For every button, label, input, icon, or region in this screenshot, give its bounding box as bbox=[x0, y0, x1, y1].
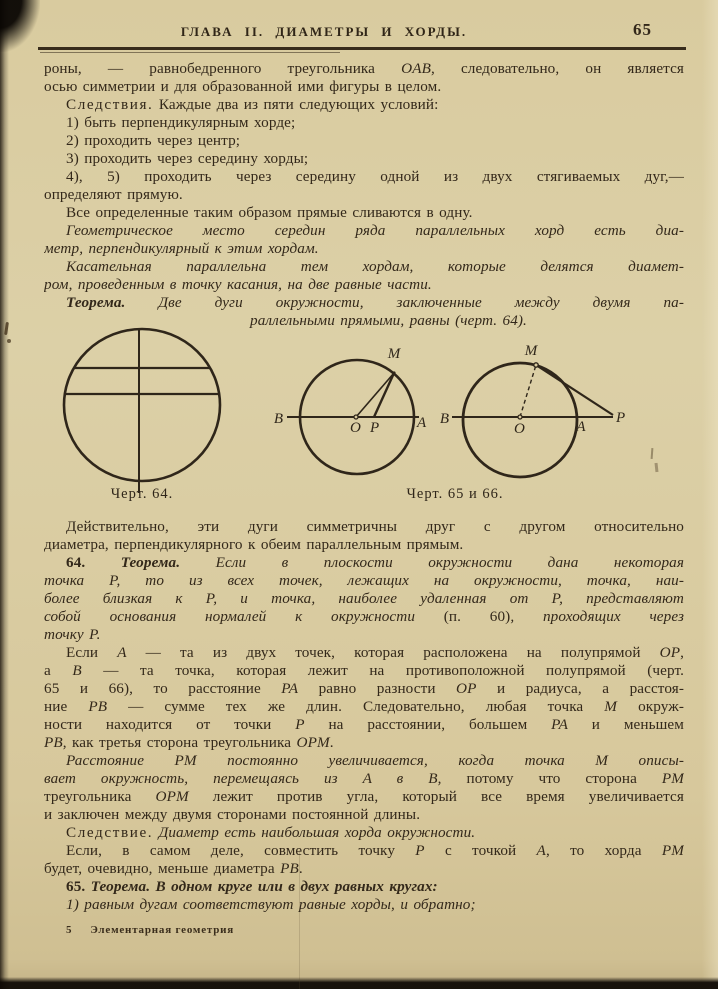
text-segment: осью симметрии и для образованной ими фигуры в целом. bbox=[44, 78, 442, 95]
text-segment: — та из двух точек, которая расположена на полупрямой bbox=[126, 644, 660, 661]
text-segment: Если в плоскости окружности дана некоторая bbox=[180, 554, 684, 571]
text-line bbox=[44, 554, 684, 572]
text-segment: PB bbox=[88, 698, 108, 715]
fig66-label-o: O bbox=[514, 421, 525, 437]
text-line bbox=[44, 240, 684, 258]
text-segment: B bbox=[72, 662, 82, 679]
figure-64 bbox=[64, 329, 220, 502]
text-segment: точку P. bbox=[44, 626, 101, 643]
text-segment: Действительно, эти дуги симметричны друг с другом относительно bbox=[66, 518, 684, 535]
text-line bbox=[44, 132, 684, 150]
text-line bbox=[44, 788, 684, 806]
text-line bbox=[44, 896, 684, 914]
text-line bbox=[44, 168, 684, 186]
fig65-center-point bbox=[354, 415, 358, 419]
text-line bbox=[44, 590, 684, 608]
text-segment: Следствия. bbox=[66, 96, 154, 113]
text-line bbox=[44, 770, 684, 788]
text-line bbox=[44, 734, 684, 752]
text-segment: Все определенные таким образом прямые сливаются в одну. bbox=[66, 204, 473, 221]
fig64-circle bbox=[64, 329, 220, 481]
text-segment: а bbox=[44, 662, 73, 679]
fig66-point-m bbox=[534, 363, 538, 367]
text-segment: 65. bbox=[66, 878, 91, 895]
text-line bbox=[44, 806, 684, 824]
text-segment: 64. bbox=[66, 554, 121, 571]
text-line bbox=[44, 842, 684, 860]
signature-title: Элементарная геометрия bbox=[90, 924, 235, 936]
figures-illustration bbox=[0, 326, 718, 516]
text-line bbox=[44, 680, 684, 698]
text-segment: Диаметр есть наибольшая хорда окружности. bbox=[153, 824, 476, 841]
text-line bbox=[44, 114, 684, 132]
fig65-label-p: P bbox=[370, 420, 380, 436]
fig65-segment-pm bbox=[374, 373, 394, 417]
text-segment: диаметра, перпендикулярного к обеим параллельным прямым. bbox=[44, 536, 464, 553]
text-line bbox=[44, 644, 684, 662]
text-segment: . bbox=[298, 860, 303, 877]
running-head-title: ГЛАВА II. ДИАМЕТРЫ И ХОРДЫ. bbox=[180, 24, 468, 39]
fig66-label-m: M bbox=[524, 343, 538, 359]
fig66-label-p: P bbox=[616, 410, 626, 426]
text-segment: 1) равным дугам соответствуют равные хорды, и обратно; bbox=[66, 896, 476, 913]
text-segment: вает окружность, перемещаясь из A в B, bbox=[44, 770, 467, 787]
text-line bbox=[44, 518, 684, 536]
text-line bbox=[44, 572, 684, 590]
text-segment: , следовательно, он является bbox=[430, 60, 684, 77]
text-segment: , проходящих через bbox=[510, 608, 684, 625]
text-segment: и радиуса, а расстоя- bbox=[476, 680, 684, 697]
text-line bbox=[44, 204, 684, 222]
text-segment: и меньшем bbox=[567, 716, 684, 733]
text-segment: OPM bbox=[296, 734, 330, 751]
text-line bbox=[44, 878, 684, 896]
text-segment: Теорема. bbox=[66, 294, 126, 311]
fig66-center-point bbox=[518, 415, 522, 419]
page-number: 65 bbox=[633, 20, 652, 39]
text-line bbox=[44, 186, 684, 204]
text-segment: Две дуги окружности, заключенные между двумя па- bbox=[125, 294, 684, 311]
text-segment: ром, проведенным в точку касания, на две равные части. bbox=[44, 276, 432, 293]
text-segment: определяют прямую. bbox=[44, 186, 183, 203]
text-segment: с точкой bbox=[424, 842, 537, 859]
text-segment: собой основания нормалей к окружности bbox=[44, 608, 444, 625]
text-segment: ности находится от точки bbox=[44, 716, 296, 733]
text-segment: Следствие. bbox=[66, 824, 154, 841]
bottom-edge-shadow bbox=[0, 977, 718, 989]
text-segment: Касательная параллельна тем хордам, которые делятся диамет- bbox=[66, 258, 684, 275]
text-segment: PM bbox=[661, 770, 684, 787]
fig64-caption: Черт. 64. bbox=[110, 486, 174, 502]
text-segment: , как третья сторона треугольника bbox=[62, 734, 297, 751]
paragraphs-above-figures bbox=[44, 60, 684, 330]
text-segment: A bbox=[536, 842, 546, 859]
text-segment: OP bbox=[659, 644, 681, 661]
text-line bbox=[44, 626, 684, 644]
fig65-segment-om bbox=[356, 373, 394, 417]
text-segment: Геометрическое место середин ряда параллельных хорд есть диа- bbox=[66, 222, 684, 239]
signature-number: 5 bbox=[66, 924, 73, 936]
text-segment: (п. 60) bbox=[443, 608, 511, 625]
text-segment: M bbox=[604, 698, 618, 715]
text-line bbox=[44, 860, 684, 878]
text-segment: раллельными прямыми, равны (черт. 64). bbox=[250, 312, 527, 329]
text-segment: PB bbox=[280, 860, 299, 877]
text-line bbox=[44, 276, 684, 294]
text-segment: более близкая к P, и точка, наиболее удаленная от P, представляют bbox=[44, 590, 684, 607]
text-line bbox=[44, 698, 684, 716]
header-rule bbox=[38, 47, 686, 50]
text-segment: треугольника bbox=[44, 788, 156, 805]
text-segment: 65 и 66), то расстояние bbox=[44, 680, 282, 697]
text-segment: окруж- bbox=[617, 698, 684, 715]
figure-66 bbox=[440, 343, 625, 477]
text-segment: , bbox=[680, 644, 684, 661]
fig65-point-m bbox=[392, 371, 395, 374]
text-segment: метр, перпендикулярный к этим хордам. bbox=[44, 240, 319, 257]
fig66-segment-om-dashed bbox=[520, 365, 536, 417]
text-segment: Каждые два из пяти следующих условий: bbox=[153, 96, 439, 113]
text-segment: A bbox=[117, 644, 127, 661]
figures-block bbox=[44, 330, 684, 518]
text-segment: Теорема. bbox=[120, 554, 181, 571]
text-segment: будет, очевидно, меньше диаметра bbox=[44, 860, 281, 877]
text-segment: PA bbox=[281, 680, 299, 697]
text-segment: Если, в самом деле, совместить точку bbox=[66, 842, 416, 859]
text-line bbox=[44, 662, 684, 680]
text-segment: — сумме тех же длин. Следовательно, любая точка bbox=[107, 698, 605, 715]
text-line bbox=[44, 294, 684, 312]
text-line bbox=[44, 752, 684, 770]
text-segment: . bbox=[329, 734, 334, 751]
text-segment: PB bbox=[44, 734, 63, 751]
text-segment: роны, — равнобедренного треугольника bbox=[44, 60, 402, 77]
text-segment: P bbox=[295, 716, 305, 733]
text-segment: — та точка, которая лежит на противоположной полупрямой (черт. bbox=[81, 662, 684, 679]
text-segment: PA bbox=[551, 716, 568, 733]
text-line bbox=[44, 536, 684, 554]
text-segment: лежит против угла, который все время увеличивается bbox=[188, 788, 684, 805]
text-line bbox=[44, 222, 684, 240]
text-segment: , то хорда bbox=[545, 842, 662, 859]
text-line bbox=[44, 96, 684, 114]
text-column bbox=[44, 60, 684, 936]
text-segment: Расстояние PM постоянно увеличивается, когда точка M описы- bbox=[66, 752, 684, 769]
text-segment: точка P, то из всех точек, лежащих на окружности, точка, наи- bbox=[44, 572, 684, 589]
text-line bbox=[44, 258, 684, 276]
text-line bbox=[44, 60, 684, 78]
text-line bbox=[44, 824, 684, 842]
text-line bbox=[44, 716, 684, 734]
fig66-label-a: A bbox=[576, 419, 586, 435]
text-segment: OPM bbox=[155, 788, 189, 805]
signature-line bbox=[66, 924, 684, 936]
text-line bbox=[44, 150, 684, 168]
fig65-label-b: B bbox=[273, 411, 283, 427]
text-segment: равно разности bbox=[298, 680, 457, 697]
text-segment: 1) быть перпендикулярным хорде; bbox=[66, 114, 296, 131]
text-segment: Если bbox=[66, 644, 118, 661]
text-line bbox=[44, 78, 684, 96]
header-rule-double bbox=[40, 52, 340, 53]
text-segment: OAB bbox=[401, 60, 431, 77]
text-segment: 3) проходить через середину хорды; bbox=[66, 150, 309, 167]
text-segment: P bbox=[415, 842, 425, 859]
text-segment: OP bbox=[456, 680, 477, 697]
text-segment: 4), 5) проходить через середину одной из двух стягиваемых дуг,— bbox=[66, 168, 684, 185]
text-segment: PM bbox=[661, 842, 684, 859]
text-segment: на расстоянии, большем bbox=[304, 716, 552, 733]
text-segment: и заключен между двумя сторонами постоянной длины. bbox=[44, 806, 421, 823]
text-segment: 2) проходить через центр; bbox=[66, 132, 241, 149]
figure-65 bbox=[274, 346, 427, 474]
fig65-66-caption: Черт. 65 и 66. bbox=[406, 486, 504, 502]
fig66-label-b: B bbox=[439, 411, 449, 427]
text-line bbox=[44, 608, 684, 626]
text-segment: ние bbox=[44, 698, 89, 715]
text-segment: Теорема. В одном круге или в двух равных кругах: bbox=[90, 878, 438, 895]
fig65-label-a: A bbox=[417, 415, 427, 431]
paragraphs-below-figures bbox=[44, 518, 684, 914]
text-segment: потому что сторона bbox=[466, 770, 662, 787]
fig65-label-o: O bbox=[350, 420, 361, 436]
fig65-label-m: M bbox=[387, 346, 401, 362]
